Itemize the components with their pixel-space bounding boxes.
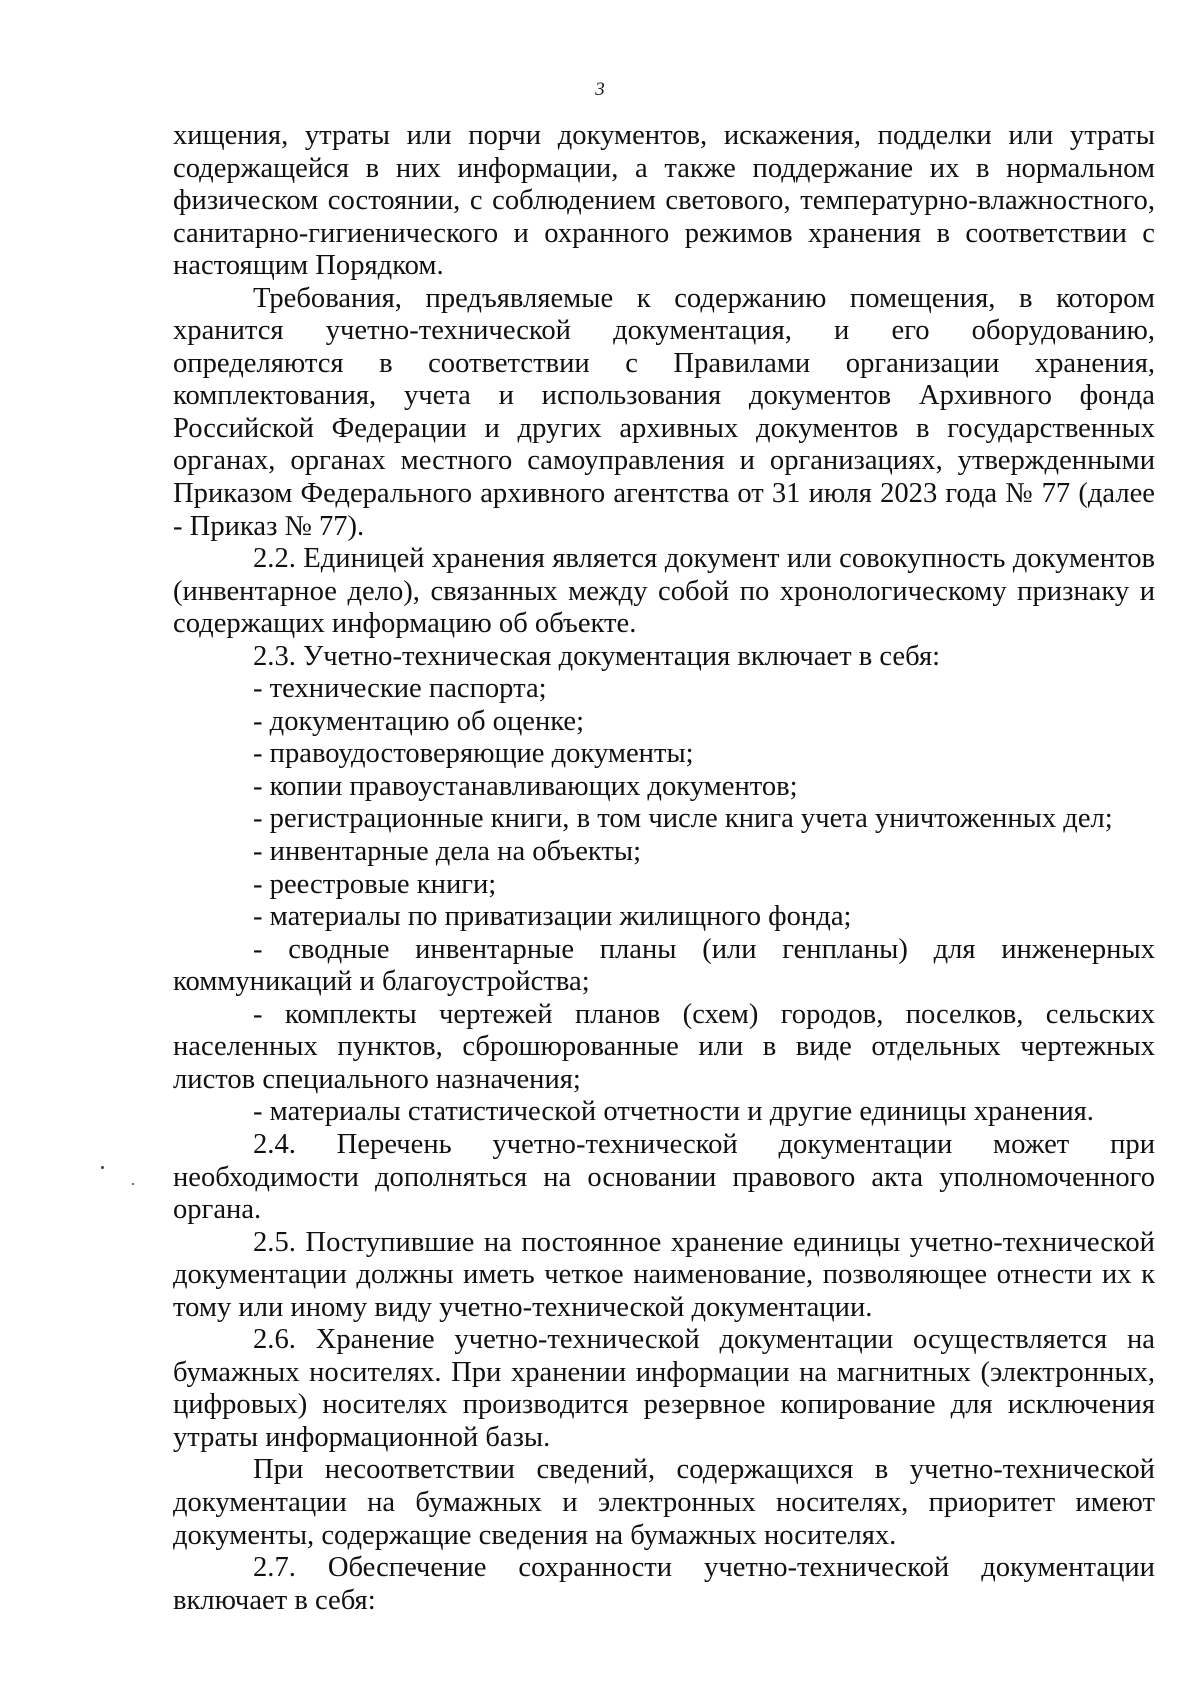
document-body bbox=[173, 120, 1155, 1617]
list-item: - правоудостоверяющие документы; bbox=[253, 738, 694, 770]
list-item: - инвентарные дела на объекты; bbox=[253, 836, 642, 868]
list-item: - сводные инвентарные планы (или генпланы) для инженерных коммуникаций и благоустройства; bbox=[173, 933, 1155, 998]
page-number: 3 bbox=[595, 79, 605, 100]
list-item: - документацию об оценке; bbox=[253, 705, 585, 737]
list-item: - регистрационные книги, в том числе книга учета уничтоженных дел; bbox=[253, 803, 1113, 835]
paragraph-discrepancy: При несоответствии сведений, содержащихся в учетно-технической документации на бумажных и электронных носителях, приоритет имеют документы, содержащие сведения на бумажных носителях. bbox=[173, 1454, 1155, 1551]
paragraph-2-4: 2.4. Перечень учетно-технической документации может при необходимости дополняться на основании правового акта уполномоченного органа. bbox=[173, 1128, 1155, 1226]
list-item: - материалы по приватизации жилищного фонда; bbox=[253, 901, 852, 933]
paragraph-requirements: Требования, предъявляемые к содержанию помещения, в котором хранится учетно-технической документация, и его оборудованию, определяются в соответствии с Правилами организации хранения, комплектования, учета и использования документов Архивного фонда Российской Федерации и других архивных документов в государственных органах, органах местного самоуправления и организациях, утвержденными Приказом Федерального архивного агентства от 31 июля 2023 года № 77 (далее - Приказ № 77). bbox=[173, 282, 1155, 542]
scan-speck bbox=[132, 1183, 134, 1185]
paragraph-2-5: 2.5. Поступившие на постоянное хранение единицы учетно-технической документации должны иметь четкое наименование, позволяющее отнести их к тому или иному виду учетно-технической документации. bbox=[173, 1226, 1155, 1323]
list-item: - комплекты чертежей планов (схем) городов, поселков, сельских населенных пунктов, сброшюрованные или в виде отдельных чертежных листов специального назначения; bbox=[173, 998, 1155, 1095]
list-item: - копии правоустанавливающих документов; bbox=[253, 770, 798, 802]
paragraph-2-7: 2.7. Обеспечение сохранности учетно-технической документации включает в себя: bbox=[173, 1552, 1155, 1616]
paragraph-2-6: 2.6. Хранение учетно-технической документации осуществляется на бумажных носителях. При хранении информации на магнитных (электронных, цифровых) носителях производится резервное копирование для исключения утраты информационной базы. bbox=[173, 1324, 1155, 1453]
paragraph-continuation: хищения, утраты или порчи документов, искажения, подделки или утраты содержащейся в них информации, а также поддержание их в нормальном физическом состоянии, с соблюдением светового, температурно-влажностного, санитарно-гигиенического и охранного режимов хранения в соответствии с настоящим Порядком. bbox=[173, 120, 1155, 282]
list-item: - технические паспорта; bbox=[253, 673, 547, 705]
paragraph-2-3: 2.3. Учетно-техническая документация включает в себя: bbox=[253, 640, 941, 672]
paragraph-2-2: 2.2. Единицей хранения является документ или совокупность документов (инвентарное дело), связанных между собой по хронологическому признаку и содержащих информацию об объекте. bbox=[173, 543, 1155, 640]
list-item: - материалы статистической отчетности и другие единицы хранения. bbox=[253, 1096, 1094, 1128]
list-item: - реестровые книги; bbox=[253, 868, 497, 900]
scan-speck bbox=[101, 1166, 104, 1169]
